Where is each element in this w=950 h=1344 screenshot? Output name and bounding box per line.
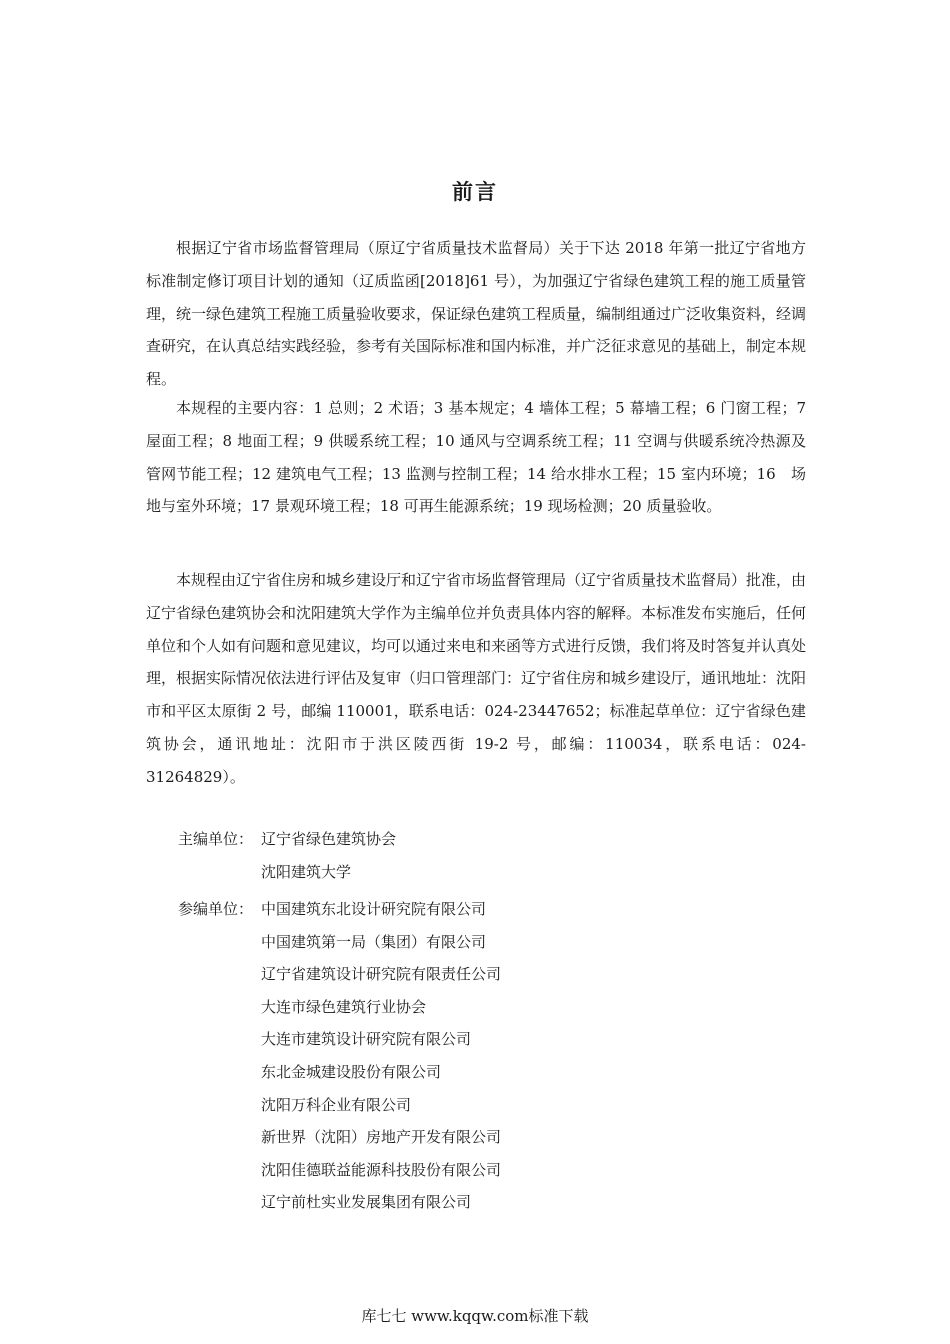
- preface-paragraph-1-block: [146, 232, 806, 396]
- co-unit-item: 辽宁省建筑设计研究院有限责任公司: [261, 965, 502, 984]
- co-unit-item: 东北金城建设股份有限公司: [261, 1062, 442, 1081]
- co-unit-row: [178, 991, 501, 1024]
- main-unit-item: 辽宁省绿色建筑协会: [261, 830, 397, 848]
- co-unit-row: [178, 1186, 501, 1219]
- preface-paragraph-2-block: [146, 392, 806, 523]
- co-unit-row: [178, 1089, 501, 1122]
- co-unit-row: [178, 1154, 501, 1187]
- co-unit-row: [178, 1121, 501, 1154]
- page-footer: 库七七 www.kqqw.com标准下载: [361, 1307, 589, 1325]
- co-unit-item: 中国建筑东北设计研究院有限公司: [261, 900, 487, 918]
- preface-paragraph-1: 根据辽宁省市场监督管理局（原辽宁省质量技术监督局）关于下达 2018 年第一批辽宁省地方标准制定修订项目计划的通知（辽质监函[2018]61 号），为加强辽宁省绿色建筑工程的施工质量管理，统一绿色建筑工程施工质量验收要求，保证绿色建筑工程质量，编制组通过广泛收集资料，经调查研究，在认真总结实践经验，参考有关国际标准和国内标准，并广泛征求意见的基础上，制定本规程。: [146, 239, 807, 389]
- indent-spacer: [178, 1056, 261, 1089]
- page-title: 前言: [452, 179, 498, 204]
- main-unit-row: [178, 823, 396, 856]
- main-units-list: [178, 823, 396, 888]
- indent-spacer: [178, 1121, 261, 1154]
- indent-spacer: [178, 1186, 261, 1219]
- co-unit-row: [178, 1056, 501, 1089]
- indent-spacer: [178, 926, 261, 959]
- indent-spacer: [178, 1089, 261, 1122]
- co-unit-item: 沈阳万科企业有限公司: [261, 1095, 412, 1114]
- co-unit-row: [178, 958, 501, 991]
- preface-paragraph-3-block: [146, 564, 806, 794]
- main-unit-row: [178, 856, 396, 889]
- co-unit-item: 辽宁前杜实业发展集团有限公司: [261, 1193, 472, 1212]
- co-unit-row: [178, 926, 501, 959]
- preface-paragraph-3: 本规程由辽宁省住房和城乡建设厅和辽宁省市场监督管理局（辽宁省质量技术监督局）批准，由辽宁省绿色建筑协会和沈阳建筑大学作为主编单位并负责具体内容的解释。本标准发布实施后，任何单位和个人如有问题和意见建议，均可以通过来电和来函等方式进行反馈，我们将及时答复并认真处理，根据实际情况依法进行评估及复审（归口管理部门：辽宁省住房和城乡建设厅，通讯地址：沈阳市和平区太原街 2 号，邮编 110001，联系电话：024-23447652；标准起草单位：辽宁省绿色建筑协会，通讯地址：沈阳市于洪区陵西街 19-2 号，邮编：110034，联系电话：024-31264829）。: [146, 571, 807, 786]
- co-units-label: 参编单位：: [178, 900, 254, 918]
- preface-paragraph-2: 本规程的主要内容：1 总则；2 术语；3 基本规定；4 墙体工程；5 幕墙工程；6 门窗工程；7 屋面工程；8 地面工程；9 供暖系统工程；10 通风与空调系统工程；11 空调与供暖系统冷热源及管网节能工程；12 建筑电气工程；13 监测与控制工程；14 给水排水工程；15 室内环境；16 场地与室外环境；17 景观环境工程；18 可再生能源系统；19 现场检测；20 质量验收。: [146, 399, 806, 516]
- co-unit-row: [178, 893, 501, 926]
- co-unit-item: 新世界（沈阳）房地产开发有限公司: [261, 1128, 502, 1147]
- co-unit-item: 大连市建筑设计研究院有限公司: [261, 1030, 472, 1049]
- indent-spacer: [178, 991, 261, 1024]
- co-unit-item: 大连市绿色建筑行业协会: [261, 997, 427, 1016]
- main-unit-item: 沈阳建筑大学: [261, 862, 352, 881]
- co-unit-row: [178, 1023, 501, 1056]
- co-unit-item: 沈阳佳德联益能源科技股份有限公司: [261, 1160, 502, 1179]
- main-units-label: 主编单位：: [178, 830, 254, 848]
- co-units-list: [178, 893, 501, 1219]
- indent-spacer: [178, 856, 261, 889]
- indent-spacer: [178, 1023, 261, 1056]
- co-unit-item: 中国建筑第一局（集团）有限公司: [261, 932, 487, 951]
- indent-spacer: [178, 958, 261, 991]
- indent-spacer: [178, 1154, 261, 1187]
